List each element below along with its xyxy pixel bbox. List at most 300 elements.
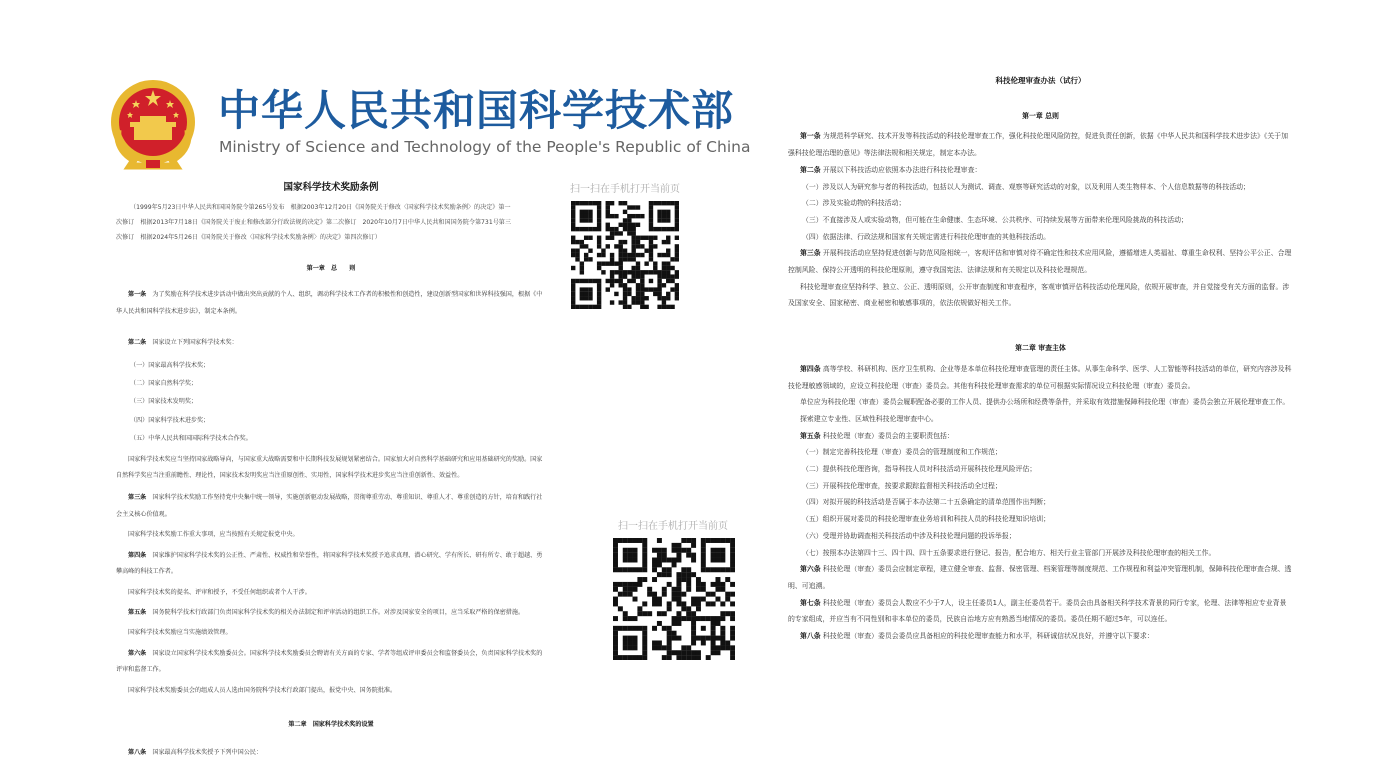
article-8: 第八条 科技伦理（审查）委员会委员应具备相应的科技伦理审查能力和水平，科研诚信状况良好，并遵守以下要求： bbox=[800, 632, 1154, 641]
qr-module bbox=[614, 214, 618, 218]
qr-module bbox=[653, 244, 657, 248]
qr-module bbox=[623, 300, 627, 304]
qr-module bbox=[657, 548, 662, 553]
qr-module bbox=[571, 266, 575, 270]
qr-module bbox=[571, 218, 575, 222]
qr-module bbox=[571, 240, 575, 244]
qr-module bbox=[691, 597, 696, 602]
qr-module bbox=[647, 611, 652, 616]
qr-module bbox=[675, 205, 679, 209]
qr-module bbox=[627, 257, 631, 261]
qr-module bbox=[681, 606, 686, 611]
qr-module bbox=[730, 616, 735, 621]
qr-module bbox=[730, 611, 735, 616]
qr-module bbox=[580, 287, 584, 291]
qr-module bbox=[675, 210, 679, 214]
list-item: （五）中华人民共和国国际科学技术合作奖。 bbox=[130, 435, 252, 443]
qr-module bbox=[580, 292, 584, 296]
article-2: 第二条 开展以下科技活动应依照本办法进行科技伦理审查： bbox=[800, 165, 982, 174]
qr-module bbox=[597, 266, 601, 270]
qr-module bbox=[675, 227, 679, 231]
qr-module bbox=[670, 227, 674, 231]
qr-module bbox=[652, 601, 657, 606]
qr-module bbox=[627, 292, 631, 296]
qr-module bbox=[701, 636, 706, 641]
qr-module bbox=[652, 645, 657, 650]
qr-module bbox=[623, 292, 627, 296]
qr-module bbox=[613, 616, 618, 621]
qr-module bbox=[601, 253, 605, 257]
qr-module bbox=[618, 626, 623, 631]
qr-module bbox=[640, 300, 644, 304]
qr-module bbox=[631, 270, 635, 274]
right-document-page bbox=[770, 0, 1395, 783]
qr-module bbox=[627, 279, 631, 283]
preamble-line: 次修订 根据2024年5月26日《国务院关于修改〈国家科学技术奖励条例〉的决定》第四次修订） bbox=[116, 234, 381, 241]
qr-module bbox=[676, 655, 681, 660]
qr-module bbox=[711, 558, 716, 563]
qr-module bbox=[686, 553, 691, 558]
qr-module bbox=[720, 582, 725, 587]
qr-module bbox=[606, 236, 610, 240]
qr-module bbox=[720, 611, 725, 616]
qr-module bbox=[720, 558, 725, 563]
qr-module bbox=[606, 210, 610, 214]
qr-module bbox=[667, 572, 672, 577]
qr-module bbox=[701, 597, 706, 602]
qr-module bbox=[640, 214, 644, 218]
qr-module bbox=[580, 261, 584, 265]
qr-module bbox=[715, 597, 720, 602]
qr-module bbox=[606, 227, 610, 231]
qr-module bbox=[597, 223, 601, 227]
qr-module bbox=[636, 236, 640, 240]
qr-module bbox=[642, 650, 647, 655]
article-4: 第四条 高等学校、科研机构、医疗卫生机构、企业等是本单位科技伦理审查管理的责任主体。从事生命科学、医学、人工智能等科技活动的单位，研究内容涉及科技伦理敏感领域的，应设立科技伦理（审查）委员会。其他有科技伦理审查需求的单位可根据实际情况设立科技伦理（审查）委员会。 bbox=[788, 364, 1292, 390]
qr-module bbox=[662, 283, 666, 287]
qr-module bbox=[627, 287, 631, 291]
qr-module bbox=[675, 287, 679, 291]
qr-module bbox=[662, 201, 666, 205]
qr-module bbox=[715, 645, 720, 650]
article-5: 第五条 国务院科学技术行政部门负责国家科学技术奖的相关办法制定和评审活动的组织工作。对涉及国家安全的项目，应当采取严格的保密措施。 bbox=[128, 608, 525, 616]
qr-module bbox=[631, 240, 635, 244]
qr-module bbox=[642, 567, 647, 572]
qr-module bbox=[662, 270, 666, 274]
qr-module bbox=[580, 210, 584, 214]
qr-module bbox=[720, 626, 725, 631]
qr-module bbox=[584, 305, 588, 309]
qr-module bbox=[623, 296, 627, 300]
qr-module bbox=[666, 240, 670, 244]
qr-module bbox=[711, 592, 716, 597]
qr-module bbox=[614, 227, 618, 231]
qr-module bbox=[675, 249, 679, 253]
qr-module bbox=[662, 553, 667, 558]
qr-module bbox=[597, 300, 601, 304]
qr-module bbox=[652, 597, 657, 602]
qr-module bbox=[633, 636, 638, 641]
ministry-title: 中华人民共和国科学技术部 bbox=[218, 86, 735, 135]
qr-module bbox=[623, 218, 627, 222]
list-item: （六）受理并协助调查相关科技活动中涉及科技伦理问题的投诉举报； bbox=[802, 531, 1016, 540]
qr-module bbox=[676, 592, 681, 597]
article-7: 第七条 科技伦理（审查）委员会人数应不少于7人，设主任委员1人，副主任委员若干。委员会由具备相关科学技术背景的同行专家，伦理、法律等相应专业背景的专家组成，并应当有不同性别和非本单位的委员，民族自治地方应有熟悉当地情况的委员。委员任期不超过5年，可以连任。 bbox=[788, 598, 1287, 624]
qr-module bbox=[618, 655, 623, 660]
qr-module bbox=[597, 210, 601, 214]
list-item: （一）国家最高科学技术奖； bbox=[130, 361, 210, 369]
qr-module bbox=[701, 553, 706, 558]
qr-module bbox=[701, 538, 706, 543]
qr-module bbox=[636, 300, 640, 304]
qr-module bbox=[571, 287, 575, 291]
qr-module bbox=[686, 572, 691, 577]
qr-module bbox=[631, 257, 635, 261]
qr-module bbox=[636, 287, 640, 291]
qr-module bbox=[584, 287, 588, 291]
qr-module bbox=[628, 567, 633, 572]
qr-module bbox=[571, 253, 575, 257]
qr-module bbox=[720, 548, 725, 553]
qr-module bbox=[606, 287, 610, 291]
qr-module bbox=[691, 601, 696, 606]
qr-module bbox=[631, 205, 635, 209]
qr-module bbox=[706, 538, 711, 543]
qr-module bbox=[610, 283, 614, 287]
qr-module bbox=[691, 543, 696, 548]
qr-caption: 扫一扫在手机打开当前页 bbox=[618, 521, 728, 532]
qr-module bbox=[686, 577, 691, 582]
qr-module bbox=[623, 567, 628, 572]
qr-module bbox=[597, 305, 601, 309]
qr-module bbox=[696, 587, 701, 592]
qr-module bbox=[667, 567, 672, 572]
qr-module bbox=[606, 244, 610, 248]
qr-module bbox=[631, 296, 635, 300]
paragraph: 科技伦理审查应坚持科学、独立、公正、透明原则，公开审查制度和审查程序，客观审慎评估科技活动伦理风险，依规开展审查，并自觉接受有关方面的监督。涉及国家安全、国家秘密、商业秘密和敏感事项的，依法依规做好相关工作。 bbox=[788, 282, 1290, 308]
qr-module bbox=[649, 257, 653, 261]
qr-module bbox=[640, 270, 644, 274]
qr-module bbox=[584, 296, 588, 300]
qr-module bbox=[686, 655, 691, 660]
qr-module bbox=[623, 274, 627, 278]
qr-module bbox=[649, 240, 653, 244]
qr-module bbox=[628, 548, 633, 553]
qr-module bbox=[628, 616, 633, 621]
qr-module bbox=[672, 558, 677, 563]
qr-module bbox=[580, 227, 584, 231]
qr-module bbox=[631, 266, 635, 270]
qr-module bbox=[691, 631, 696, 636]
qr-module bbox=[584, 236, 588, 240]
qr-module bbox=[691, 650, 696, 655]
qr-module bbox=[667, 655, 672, 660]
qr-module bbox=[672, 543, 677, 548]
qr-module bbox=[610, 231, 614, 235]
qr-module bbox=[649, 218, 653, 222]
qr-module bbox=[642, 577, 647, 582]
qr-module bbox=[640, 274, 644, 278]
right-document-body bbox=[788, 73, 1293, 645]
qr-module bbox=[653, 201, 657, 205]
paragraph: 国家科学技术奖励工作重大事项，应当按照有关规定报党中央。 bbox=[128, 531, 299, 539]
qr-module bbox=[691, 572, 696, 577]
qr-module bbox=[653, 236, 657, 240]
qr-module bbox=[675, 236, 679, 240]
qr-module bbox=[652, 626, 657, 631]
qr-module bbox=[610, 257, 614, 261]
qr-module bbox=[649, 227, 653, 231]
qr-module bbox=[627, 205, 631, 209]
qr-module bbox=[720, 538, 725, 543]
qr-module bbox=[628, 582, 633, 587]
qr-module bbox=[652, 548, 657, 553]
qr-module bbox=[588, 292, 592, 296]
qr-module bbox=[618, 567, 623, 572]
qr-module bbox=[730, 645, 735, 650]
qr-module bbox=[610, 261, 614, 265]
qr-module bbox=[580, 296, 584, 300]
qr-module bbox=[715, 636, 720, 641]
qr-module bbox=[657, 292, 661, 296]
qr-module bbox=[633, 597, 638, 602]
qr-module bbox=[597, 227, 601, 231]
qr-module bbox=[623, 201, 627, 205]
qr-module bbox=[666, 279, 670, 283]
qr-module bbox=[619, 300, 623, 304]
qr-module bbox=[730, 558, 735, 563]
qr-module bbox=[696, 616, 701, 621]
qr-module bbox=[706, 616, 711, 621]
qr-module bbox=[666, 236, 670, 240]
qr-module bbox=[623, 240, 627, 244]
qr-module bbox=[614, 261, 618, 265]
qr-code-icon[interactable] bbox=[571, 201, 679, 309]
qr-module bbox=[597, 261, 601, 265]
qr-module bbox=[642, 640, 647, 645]
qr-module bbox=[676, 572, 681, 577]
qr-module bbox=[628, 558, 633, 563]
qr-module bbox=[653, 266, 657, 270]
qr-module bbox=[649, 279, 653, 283]
qr-module bbox=[657, 558, 662, 563]
qr-module bbox=[696, 582, 701, 587]
qr-module bbox=[649, 244, 653, 248]
list-item: （四）对拟开展的科技活动是否属于本办法第二十五条确定的清单范围作出判断； bbox=[802, 498, 1051, 507]
qr-module bbox=[610, 279, 614, 283]
qr-module bbox=[667, 636, 672, 641]
paragraph: 国家科学技术奖励委员会的组成人员人选由国务院科学技术行政部门提出，报党中央、国务院批准。 bbox=[128, 686, 397, 694]
qr-module bbox=[691, 611, 696, 616]
qr-module bbox=[618, 582, 623, 587]
qr-module bbox=[681, 577, 686, 582]
qr-module bbox=[623, 253, 627, 257]
qr-module bbox=[657, 201, 661, 205]
paragraph: 国家科学技术奖的提名、评审和授予，不受任何组织或者个人干涉。 bbox=[128, 588, 311, 596]
qr-module bbox=[588, 214, 592, 218]
qr-module bbox=[623, 655, 628, 660]
qr-module bbox=[676, 597, 681, 602]
qr-module bbox=[662, 611, 667, 616]
qr-module bbox=[696, 636, 701, 641]
qr-module bbox=[623, 587, 628, 592]
qr-module bbox=[676, 611, 681, 616]
qr-module bbox=[580, 244, 584, 248]
qr-module bbox=[619, 244, 623, 248]
list-item: （二）提供科技伦理咨询，指导科技人员对科技活动开展科技伦理风险评估； bbox=[802, 465, 1037, 474]
qr-module bbox=[686, 548, 691, 553]
qr-module bbox=[571, 305, 575, 309]
qr-module bbox=[580, 218, 584, 222]
article-5: 第五条 科技伦理（审查）委员会的主要职责包括： bbox=[800, 431, 954, 440]
qr-module bbox=[633, 553, 638, 558]
qr-module bbox=[667, 645, 672, 650]
qr-module bbox=[706, 567, 711, 572]
qr-module bbox=[580, 240, 584, 244]
qr-module bbox=[696, 577, 701, 582]
preamble-line: （1999年5月23日中华人民共和国国务院令第265号发布 根据2003年12月20日《国务院关于修改〈国家科学技术奖励条例〉的决定》第一 bbox=[130, 204, 511, 211]
qr-module bbox=[618, 538, 623, 543]
qr-module bbox=[636, 270, 640, 274]
qr-module bbox=[644, 296, 648, 300]
qr-module bbox=[640, 279, 644, 283]
qr-module bbox=[657, 253, 661, 257]
qr-module bbox=[657, 296, 661, 300]
qr-code-block[interactable] bbox=[565, 180, 685, 309]
qr-module bbox=[676, 548, 681, 553]
qr-module bbox=[701, 562, 706, 567]
qr-module bbox=[725, 611, 730, 616]
qr-module bbox=[662, 296, 666, 300]
qr-module bbox=[691, 636, 696, 641]
qr-module bbox=[640, 283, 644, 287]
qr-module bbox=[627, 223, 631, 227]
qr-module bbox=[666, 266, 670, 270]
qr-module bbox=[619, 261, 623, 265]
qr-code-icon[interactable] bbox=[613, 538, 735, 660]
qr-module bbox=[715, 548, 720, 553]
qr-module bbox=[672, 597, 677, 602]
qr-module bbox=[575, 240, 579, 244]
article-1: 第一条 为了奖励在科学技术进步活动中做出突出贡献的个人、组织，调动科学技术工作者的积极性和创造性，建设创新型国家和世界科技强国，根据《中华人民共和国科学技术进步法》，制定本条例。 bbox=[116, 291, 543, 315]
qr-module bbox=[571, 296, 575, 300]
qr-module bbox=[653, 227, 657, 231]
qr-module bbox=[675, 257, 679, 261]
qr-module bbox=[670, 266, 674, 270]
qr-module bbox=[696, 606, 701, 611]
qr-module bbox=[588, 296, 592, 300]
qr-module bbox=[623, 548, 628, 553]
qr-module bbox=[636, 244, 640, 248]
qr-module bbox=[662, 240, 666, 244]
qr-module bbox=[637, 606, 642, 611]
qr-module bbox=[730, 631, 735, 636]
qr-module bbox=[610, 201, 614, 205]
qr-module bbox=[696, 601, 701, 606]
qr-module bbox=[670, 257, 674, 261]
qr-module bbox=[631, 253, 635, 257]
qr-module bbox=[701, 626, 706, 631]
qr-module bbox=[686, 616, 691, 621]
qr-module bbox=[642, 543, 647, 548]
qr-module bbox=[662, 655, 667, 660]
qr-module bbox=[666, 305, 670, 309]
qr-module bbox=[649, 236, 653, 240]
qr-module bbox=[613, 558, 618, 563]
qr-module bbox=[571, 223, 575, 227]
qr-module bbox=[601, 249, 605, 253]
qr-module bbox=[588, 257, 592, 261]
qr-module bbox=[662, 227, 666, 231]
qr-module bbox=[606, 214, 610, 218]
qr-code-block[interactable] bbox=[613, 517, 733, 660]
qr-module bbox=[711, 645, 716, 650]
qr-module bbox=[662, 305, 666, 309]
qr-module bbox=[672, 616, 677, 621]
qr-module bbox=[631, 231, 635, 235]
qr-module bbox=[593, 227, 597, 231]
qr-module bbox=[636, 266, 640, 270]
qr-module bbox=[686, 606, 691, 611]
qr-module bbox=[711, 582, 716, 587]
qr-module bbox=[662, 214, 666, 218]
paragraph: 单位应为科技伦理（审查）委员会履职配备必要的工作人员、提供办公场所和经费等条件，并采取有效措施保障科技伦理（审查）委员会独立开展伦理审查工作。 bbox=[800, 398, 1290, 407]
qr-module bbox=[667, 601, 672, 606]
qr-module bbox=[662, 261, 666, 265]
qr-module bbox=[633, 548, 638, 553]
qr-module bbox=[640, 236, 644, 240]
qr-module bbox=[649, 205, 653, 209]
qr-module bbox=[613, 597, 618, 602]
qr-module bbox=[637, 611, 642, 616]
qr-module bbox=[631, 223, 635, 227]
qr-module bbox=[613, 626, 618, 631]
qr-module bbox=[662, 253, 666, 257]
qr-module bbox=[633, 616, 638, 621]
qr-module bbox=[588, 218, 592, 222]
qr-module bbox=[653, 292, 657, 296]
qr-module bbox=[711, 621, 716, 626]
qr-module bbox=[619, 257, 623, 261]
qr-module bbox=[613, 582, 618, 587]
qr-module bbox=[584, 201, 588, 205]
qr-module bbox=[610, 274, 614, 278]
qr-module bbox=[597, 253, 601, 257]
qr-module bbox=[627, 270, 631, 274]
qr-module bbox=[666, 270, 670, 274]
qr-module bbox=[637, 582, 642, 587]
qr-module bbox=[613, 631, 618, 636]
qr-module bbox=[725, 577, 730, 582]
qr-module bbox=[644, 287, 648, 291]
qr-module bbox=[580, 279, 584, 283]
qr-module bbox=[584, 253, 588, 257]
qr-module bbox=[675, 218, 679, 222]
list-item: （三）国家技术发明奖； bbox=[130, 398, 198, 406]
qr-module bbox=[571, 249, 575, 253]
qr-module bbox=[584, 292, 588, 296]
qr-module bbox=[619, 231, 623, 235]
qr-module bbox=[715, 587, 720, 592]
qr-module bbox=[613, 548, 618, 553]
qr-module bbox=[670, 305, 674, 309]
qr-module bbox=[597, 287, 601, 291]
qr-module bbox=[588, 227, 592, 231]
qr-module bbox=[657, 274, 661, 278]
qr-module bbox=[666, 249, 670, 253]
qr-module bbox=[597, 240, 601, 244]
qr-module bbox=[584, 210, 588, 214]
